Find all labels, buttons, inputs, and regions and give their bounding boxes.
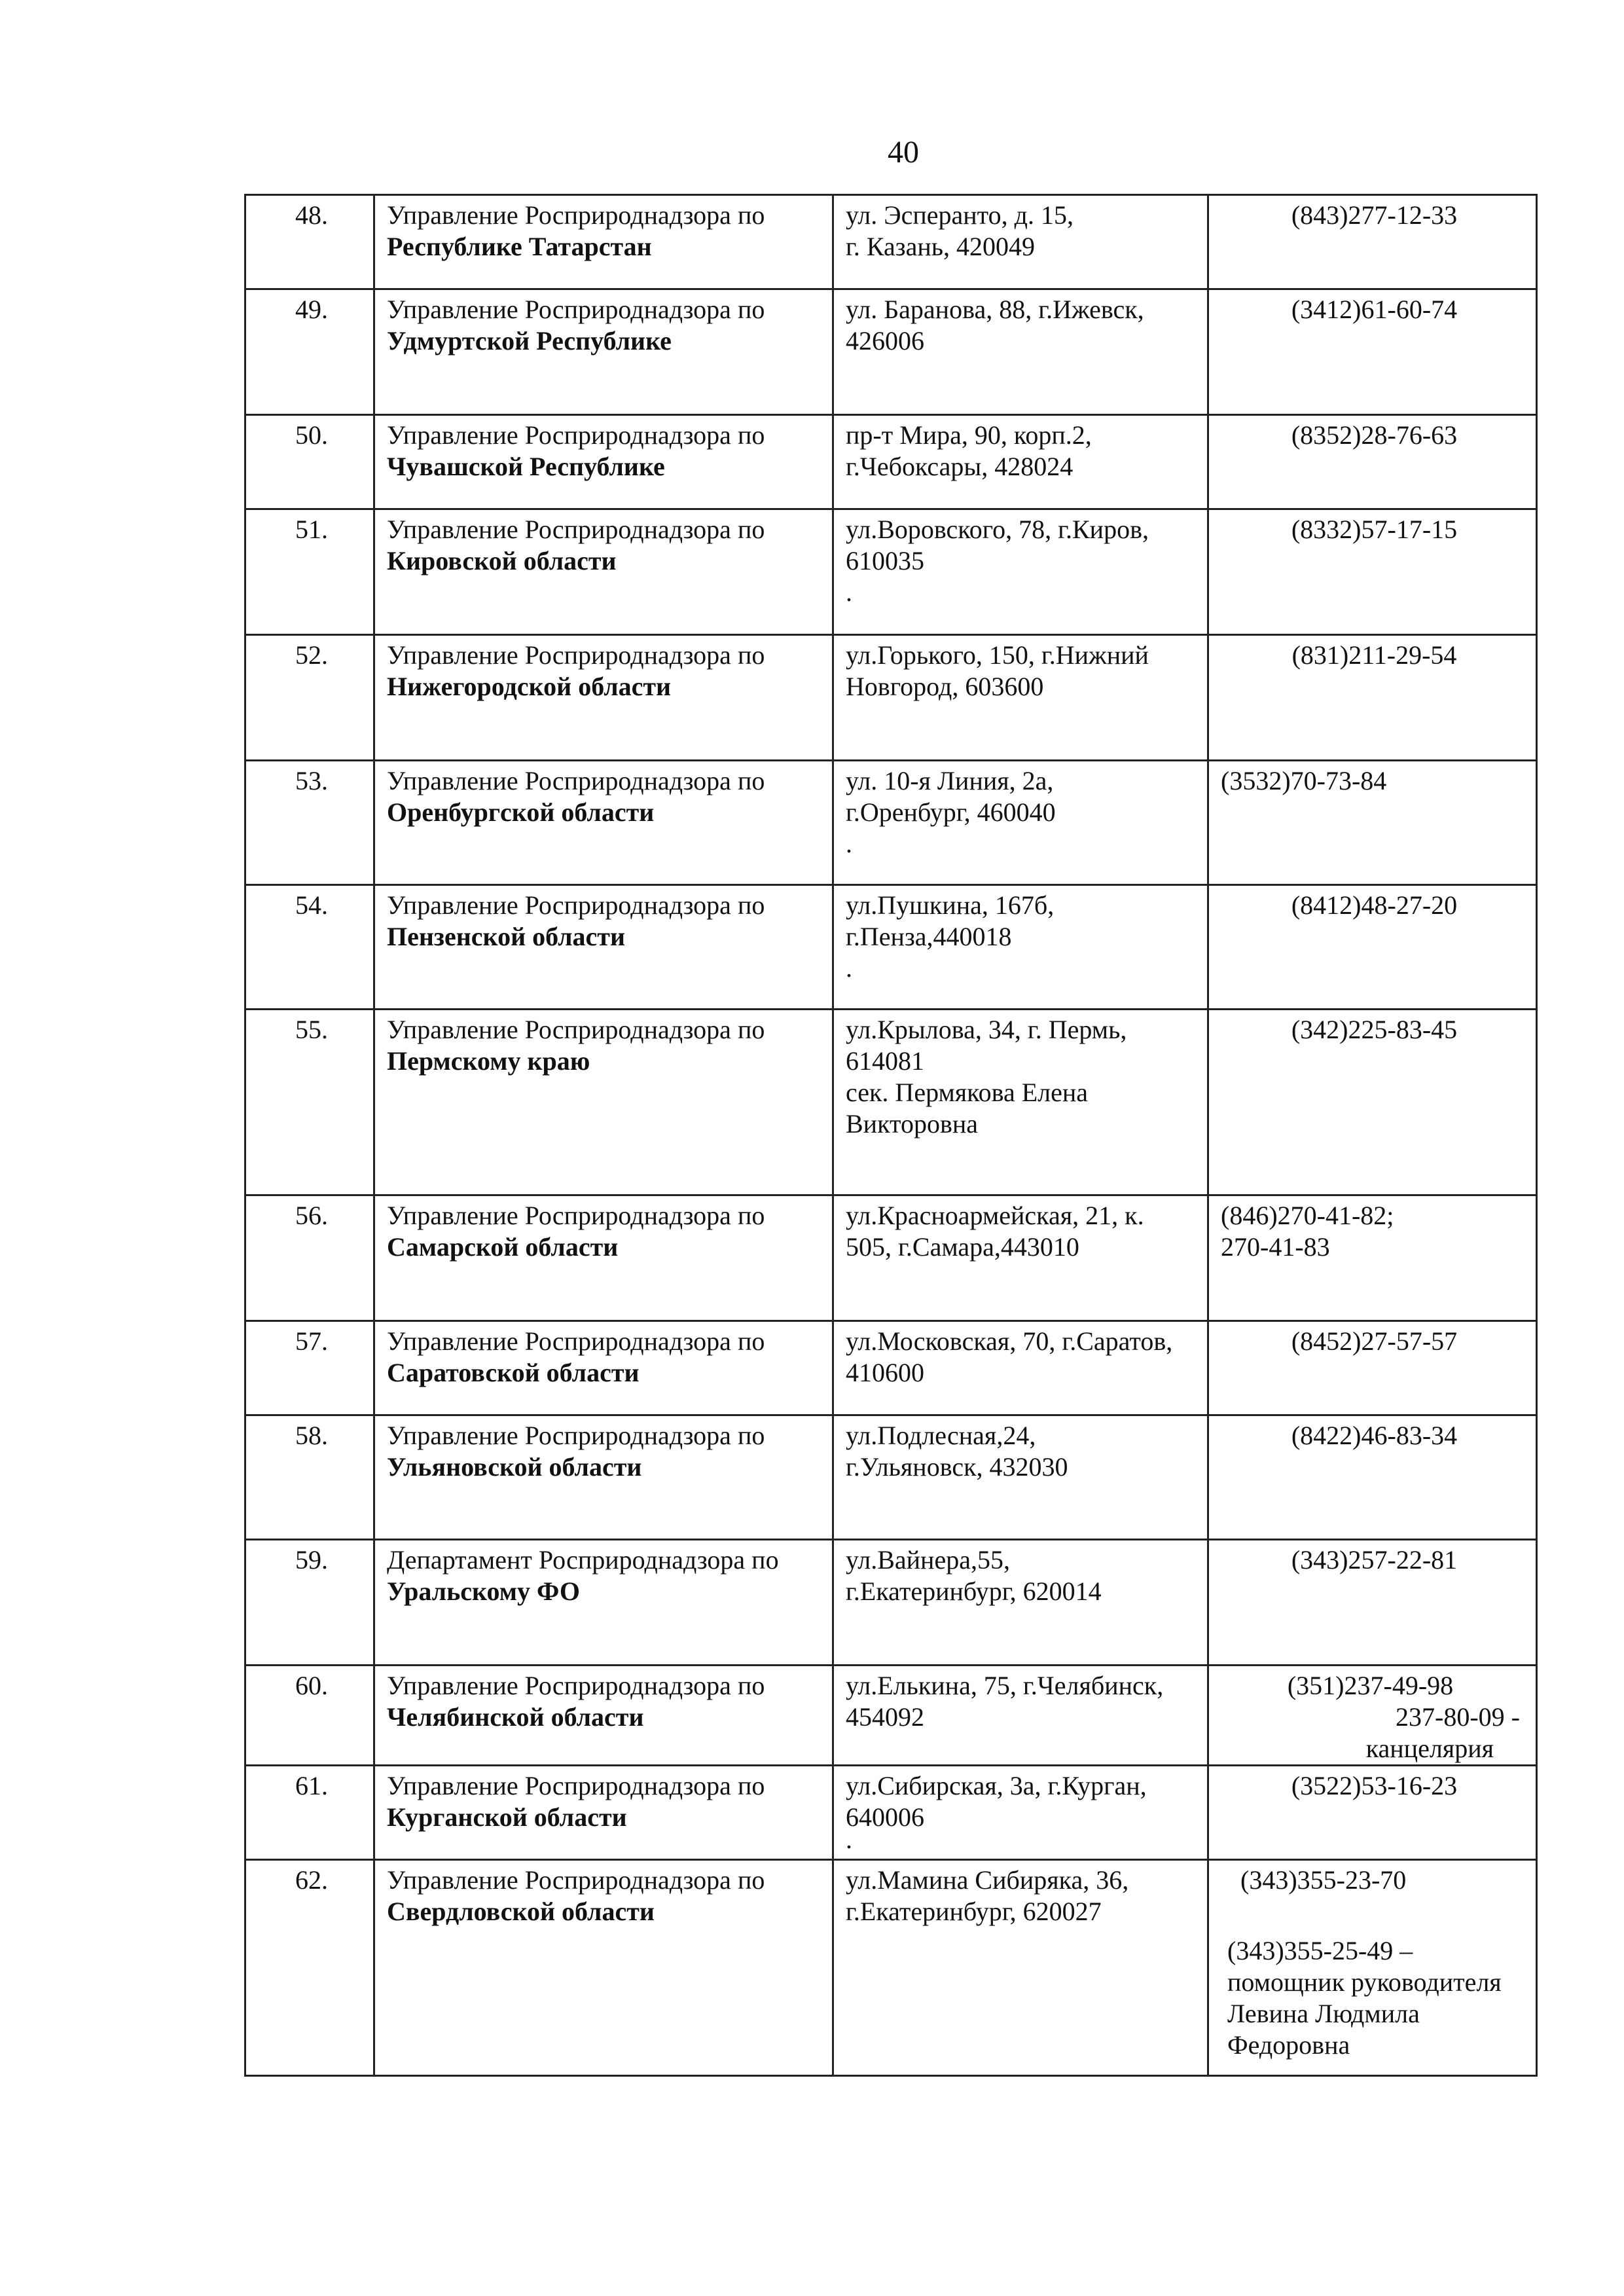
org-region: Курганской области [387, 1802, 627, 1832]
org-type: Управление Росприроднадзора по [387, 1865, 765, 1895]
phone-line: (846)270-41-82; [1221, 1201, 1394, 1230]
address-line: г. Казань, 420049 [846, 232, 1036, 261]
phone-line: (8422)46-83-34 [1291, 1421, 1458, 1450]
row-number: 49. [245, 289, 374, 415]
phone-line: (843)277-12-33 [1291, 200, 1458, 230]
address-line: 614081 [846, 1046, 924, 1076]
organization-cell [374, 1321, 833, 1415]
phone-line: (3532)70-73-84 [1221, 766, 1387, 795]
org-region: Саратовской области [387, 1358, 640, 1387]
row-number: 52. [245, 635, 374, 761]
organization-cell [374, 885, 833, 1010]
org-type: Управление Росприроднадзора по [387, 1326, 765, 1356]
phone-line: Федоровна [1227, 2030, 1350, 2060]
org-type: Управление Росприроднадзора по [387, 890, 765, 920]
office-registry-table [244, 194, 1538, 2077]
table-row [245, 761, 1537, 885]
phone-line: (3522)53-16-23 [1291, 1771, 1458, 1800]
phone-cell [1208, 885, 1537, 1010]
org-region: Пермскому краю [387, 1046, 590, 1076]
table-row [245, 1321, 1537, 1415]
org-type: Управление Росприроднадзора по [387, 1201, 765, 1230]
address-line: 610035 [846, 546, 924, 575]
table-row [245, 1415, 1537, 1540]
table-row [245, 1540, 1537, 1666]
phone-cell [1208, 635, 1537, 761]
address-cell [833, 1415, 1208, 1540]
org-region: Чувашской Республике [387, 452, 665, 481]
address-line: Новгород, 603600 [846, 672, 1044, 701]
address-cell [833, 1766, 1208, 1860]
address-cell [833, 289, 1208, 415]
address-line: г.Чебоксары, 428024 [846, 452, 1074, 481]
address-line: 640006 [846, 1802, 924, 1832]
row-number: 60. [245, 1666, 374, 1766]
address-line: ул. 10-я Линия, 2а, [846, 766, 1054, 795]
table-row [245, 415, 1537, 509]
address-line: ул.Красноармейская, 21, к. [846, 1201, 1144, 1230]
org-region: Свердловской области [387, 1897, 655, 1926]
org-type: Управление Росприроднадзора по [387, 200, 765, 230]
table-row [245, 1766, 1537, 1860]
address-line: ул.Крылова, 34, г. Пермь, [846, 1015, 1127, 1044]
org-region: Республике Татарстан [387, 232, 652, 261]
phone-line: (343)355-25-49 – [1227, 1936, 1413, 1965]
address-line: ул. Эсперанто, д. 15, [846, 200, 1074, 230]
phone-line: (8332)57-17-15 [1291, 515, 1458, 544]
address-line: ул.Мамина Сибиряка, 36, [846, 1865, 1129, 1895]
org-region: Нижегородской области [387, 672, 672, 701]
address-line: 505, г.Самара,443010 [846, 1232, 1079, 1262]
address-cell [833, 415, 1208, 509]
address-line: 410600 [846, 1358, 924, 1387]
page-number: 40 [888, 135, 919, 170]
phone-cell [1208, 509, 1537, 635]
phone-cell [1208, 1666, 1537, 1766]
phone-line: (351)237-49-98 [1287, 1671, 1454, 1700]
org-type: Управление Росприроднадзора по [387, 1671, 765, 1700]
address-line: 454092 [846, 1702, 924, 1732]
org-type: Управление Росприроднадзора по [387, 295, 765, 324]
address-line: ул.Елькина, 75, г.Челябинск, [846, 1671, 1164, 1700]
phone-cell [1208, 1195, 1537, 1321]
address-line: ул.Сибирская, 3а, г.Курган, [846, 1771, 1147, 1800]
address-line: сек. Пермякова Елена [846, 1078, 1088, 1107]
address-line: . [846, 953, 852, 983]
organization-cell [374, 1415, 833, 1540]
address-line: ул.Московская, 70, г.Саратов, [846, 1326, 1173, 1356]
address-line: пр-т Мира, 90, корп.2, [846, 420, 1092, 450]
row-number: 48. [245, 195, 374, 289]
organization-cell [374, 1766, 833, 1860]
row-number: 57. [245, 1321, 374, 1415]
address-line: ул.Горького, 150, г.Нижний [846, 640, 1149, 670]
phone-line: (8352)28-76-63 [1291, 420, 1458, 450]
organization-cell [374, 1860, 833, 2076]
phone-line: (3412)61-60-74 [1291, 295, 1458, 324]
address-line: ул.Подлесная,24, [846, 1421, 1036, 1450]
phone-cell [1208, 1321, 1537, 1415]
address-line: 426006 [846, 326, 924, 355]
org-type: Управление Росприроднадзора по [387, 640, 765, 670]
phone-cell [1208, 289, 1537, 415]
phone-cell [1208, 415, 1537, 509]
row-number: 61. [245, 1766, 374, 1860]
org-region: Челябинской области [387, 1702, 644, 1732]
phone-line: (8452)27-57-57 [1291, 1326, 1458, 1356]
address-line: ул. Баранова, 88, г.Ижевск, [846, 295, 1144, 324]
address-cell [833, 1860, 1208, 2076]
org-region: Пензенской области [387, 922, 626, 951]
table-row [245, 509, 1537, 635]
row-number: 54. [245, 885, 374, 1010]
table-row [245, 1860, 1537, 2076]
table-row [245, 1666, 1537, 1766]
address-line: ул.Пушкина, 167б, [846, 890, 1055, 920]
organization-cell [374, 195, 833, 289]
phone-cell [1208, 1010, 1537, 1195]
phone-cell [1208, 195, 1537, 289]
address-line: г.Оренбург, 460040 [846, 797, 1056, 827]
organization-cell [374, 1666, 833, 1766]
phone-line: (343)257-22-81 [1291, 1545, 1458, 1575]
row-number: 58. [245, 1415, 374, 1540]
address-cell [833, 885, 1208, 1010]
address-line: . [846, 1825, 852, 1854]
address-cell [833, 635, 1208, 761]
address-cell [833, 195, 1208, 289]
org-region: Оренбургской области [387, 797, 655, 827]
org-type: Управление Росприроднадзора по [387, 515, 765, 544]
org-type: Управление Росприроднадзора по [387, 1015, 765, 1044]
table-row [245, 885, 1537, 1010]
address-cell [833, 509, 1208, 635]
org-type: Управление Росприроднадзора по [387, 420, 765, 450]
phone-cell [1208, 1540, 1537, 1666]
phone-cell [1208, 1860, 1537, 2076]
table-row [245, 635, 1537, 761]
row-number: 59. [245, 1540, 374, 1666]
org-type: Управление Росприроднадзора по [387, 1421, 765, 1450]
org-type: Департамент Росприроднадзора по [387, 1545, 779, 1575]
phone-line: (8412)48-27-20 [1291, 890, 1458, 920]
address-line: . [846, 577, 852, 607]
phone-line: канцелярия [1365, 1734, 1494, 1763]
address-line: . [846, 829, 852, 858]
phone-cell [1208, 761, 1537, 885]
address-cell [833, 1321, 1208, 1415]
org-region: Уральскому ФО [387, 1576, 580, 1606]
table-row [245, 289, 1537, 415]
org-region: Ульяновской области [387, 1452, 642, 1482]
organization-cell [374, 635, 833, 761]
row-number: 55. [245, 1010, 374, 1195]
phone-line: (342)225-83-45 [1291, 1015, 1458, 1044]
row-number: 62. [245, 1860, 374, 2076]
organization-cell [374, 415, 833, 509]
address-line: г.Екатеринбург, 620014 [846, 1576, 1102, 1606]
table-row [245, 1010, 1537, 1195]
row-number: 53. [245, 761, 374, 885]
phone-line: 237-80-09 - [1396, 1702, 1520, 1732]
org-region: Удмуртской Республике [387, 326, 672, 355]
organization-cell [374, 1195, 833, 1321]
address-line: ул.Вайнера,55, [846, 1545, 1010, 1575]
row-number: 51. [245, 509, 374, 635]
address-cell [833, 761, 1208, 885]
phone-line: Левина Людмила [1227, 1999, 1420, 2028]
phone-line: помощник руководителя [1227, 1967, 1502, 1997]
org-type: Управление Росприроднадзора по [387, 1771, 765, 1800]
table-row [245, 1195, 1537, 1321]
organization-cell [374, 509, 833, 635]
org-region: Кировской области [387, 546, 617, 575]
address-line: Викторовна [846, 1109, 978, 1139]
address-cell [833, 1540, 1208, 1666]
address-line: г.Екатеринбург, 620027 [846, 1897, 1102, 1926]
phone-line: (831)211-29-54 [1291, 640, 1457, 670]
address-line: ул.Воровского, 78, г.Киров, [846, 515, 1149, 544]
address-cell [833, 1010, 1208, 1195]
organization-cell [374, 289, 833, 415]
address-line: г.Ульяновск, 432030 [846, 1452, 1068, 1482]
phone-cell [1208, 1415, 1537, 1540]
org-type: Управление Росприроднадзора по [387, 766, 765, 795]
phone-line: (343)355-23-70 [1240, 1865, 1407, 1895]
address-cell [833, 1666, 1208, 1766]
phone-cell [1208, 1766, 1537, 1860]
org-region: Самарской области [387, 1232, 619, 1262]
organization-cell [374, 1010, 833, 1195]
address-line: г.Пенза,440018 [846, 922, 1012, 951]
row-number: 50. [245, 415, 374, 509]
address-cell [833, 1195, 1208, 1321]
phone-gap [1227, 1896, 1528, 1935]
organization-cell [374, 1540, 833, 1666]
table-row [245, 195, 1537, 289]
organization-cell [374, 761, 833, 885]
phone-line: 270-41-83 [1221, 1232, 1330, 1262]
row-number: 56. [245, 1195, 374, 1321]
